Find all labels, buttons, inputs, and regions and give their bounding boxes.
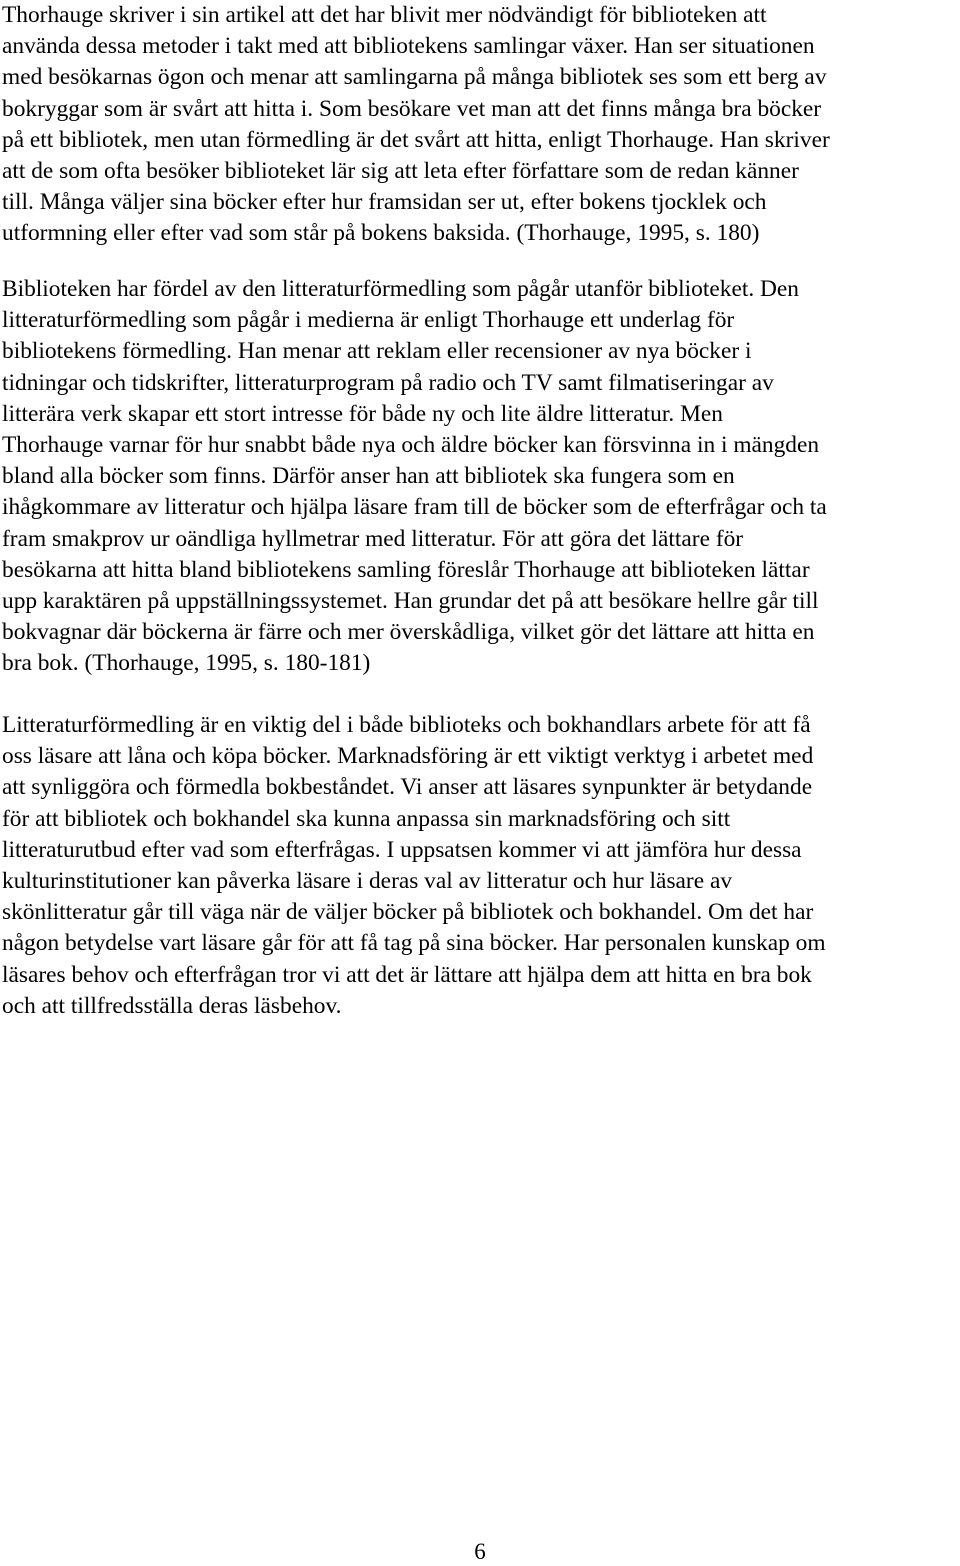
text-line: oss läsare att låna och köpa böcker. Marknadsföring är ett viktigt verktyg i arbetet med <box>2 743 814 770</box>
text-line: använda dessa metoder i takt med att bibliotekens samlingar växer. Han ser situationen <box>2 33 815 60</box>
text-line: Biblioteken har fördel av den litteraturförmedling som pågår utanför biblioteket. Den <box>2 276 799 302</box>
text-line: till. Många väljer sina böcker efter hur framsidan ser ut, efter bokens tjocklek och <box>2 189 767 216</box>
text-line: läsares behov och efterfrågan tror vi att det är lättare att hjälpa dem att hitta en bra bok <box>2 961 812 988</box>
text-line: fram smakprov ur oändliga hyllmetrar med litteratur. För att göra det lättare för <box>2 525 744 552</box>
text-line: tidningar och tidskrifter, litteraturprogram på radio och TV samt filmatiseringar av <box>2 369 774 396</box>
paragraph-1 <box>2 0 830 250</box>
text-line: besökarna att hitta bland bibliotekens samling föreslår Thorhauge att biblioteken lättar <box>2 556 810 583</box>
text-line: Thorhauge skriver i sin artikel att det har blivit mer nödvändigt för biblioteken att <box>2 2 767 28</box>
text-line: någon betydelse vart läsare går för att få tag på sina böcker. Har personalen kunskap om <box>2 930 826 957</box>
text-line: Thorhauge varnar för hur snabbt både nya och äldre böcker kan försvinna in i mängden <box>2 432 820 459</box>
paragraph-3 <box>2 710 826 1022</box>
text-line: bra bok. (Thorhauge, 1995, s. 180-181) <box>2 650 371 677</box>
text-line: litterära verk skapar ett stort intresse för både ny och lite äldre litteratur. Men <box>2 400 723 427</box>
text-line: skönlitteratur går till väga när de väljer böcker på bibliotek och bokhandel. Om det har <box>2 899 814 926</box>
text-line: att de som ofta besöker biblioteket lär sig att leta efter författare som de redan känner <box>2 158 799 185</box>
text-line: bokvagnar där böckerna är färre och mer överskådliga, vilket gör det lättare att hitta en <box>2 619 815 646</box>
text-line: Litteraturförmedling är en viktig del i både biblioteks och bokhandlars arbete för att få <box>2 712 811 738</box>
text-line: ihågkommare av litteratur och hjälpa läsare fram till de böcker som de efterfrågar och ta <box>2 494 827 521</box>
text-line: med besökarnas ögon och menar att samlingarna på många bibliotek ses som ett berg av <box>2 64 827 91</box>
text-line: på ett bibliotek, men utan förmedling är det svårt att hitta, enligt Thorhauge. Han skriver <box>2 126 830 153</box>
text-line: att synliggöra och förmedla bokbeståndet. Vi anser att läsares synpunkter är betydande <box>2 774 813 801</box>
text-line: bokryggar som är svårt att hitta i. Som besökare vet man att det finns många bra böcker <box>2 95 822 122</box>
text-line: kulturinstitutioner kan påverka läsare i deras val av litteratur och hur läsare av <box>2 868 733 895</box>
text-line: bland alla böcker som finns. Därför anser han att bibliotek ska fungera som en <box>2 463 735 490</box>
text-line: för att bibliotek och bokhandel ska kunna anpassa sin marknadsföring och sitt <box>2 805 731 832</box>
paragraph-2 <box>2 274 827 680</box>
text-line: och att tillfredsställa deras läsbehov. <box>2 992 342 1019</box>
text-line: litteraturutbud efter vad som efterfrågas. I uppsatsen kommer vi att jämföra hur dessa <box>2 836 802 863</box>
text-line: upp karaktären på uppställningssystemet. Han grundar det på att besökare hellre går till <box>2 588 819 615</box>
text-line: bibliotekens förmedling. Han menar att reklam eller recensioner av nya böcker i <box>2 338 752 365</box>
text-line: utformning eller efter vad som står på bokens baksida. (Thorhauge, 1995, s. 180) <box>2 220 760 247</box>
page-number: 6 <box>474 1539 486 1564</box>
text-line: litteraturförmedling som pågår i medierna är enligt Thorhauge ett underlag för <box>2 307 735 334</box>
